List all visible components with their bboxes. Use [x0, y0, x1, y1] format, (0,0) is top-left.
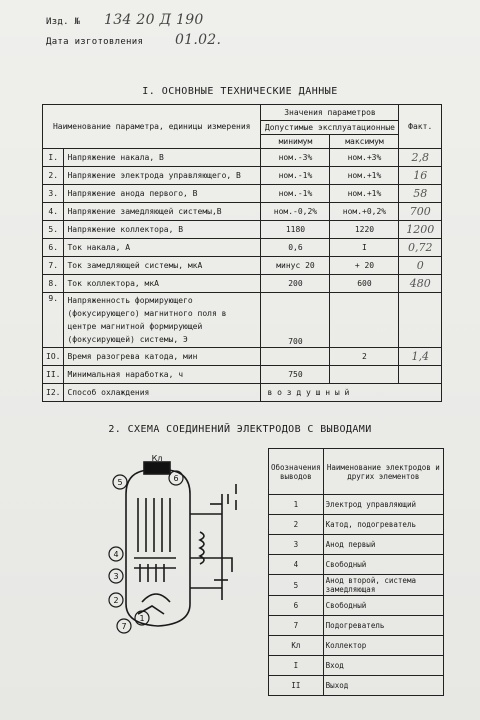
table-row [269, 596, 444, 616]
row-number: 2. [43, 167, 64, 185]
table-row [269, 515, 444, 535]
row-min: минус 20 [261, 257, 330, 275]
row-max: 2 [330, 348, 399, 366]
row-fact [399, 293, 442, 348]
row-max: 1220 [330, 221, 399, 239]
table-row [43, 167, 442, 185]
cooling-value: в о з д у ш н ы й [261, 384, 442, 402]
table-row [43, 275, 442, 293]
row-number: 7. [43, 257, 64, 275]
table-row [269, 575, 444, 596]
table-row [43, 257, 442, 275]
electrode-diagram [96, 454, 256, 634]
col-name-header: Наименование электродов и других элементов [323, 449, 443, 495]
row-name: Время разогрева катода, мин [64, 348, 261, 366]
pin-designation: 3 [269, 535, 324, 555]
row-min: ном.-1% [261, 167, 330, 185]
pin-label: 2 [113, 596, 119, 605]
row-number: IO. [43, 348, 64, 366]
col-min-header: минимум [261, 135, 330, 149]
collector-cap [144, 462, 170, 474]
row-name: Напряжение коллектора, В [64, 221, 261, 239]
tube-outline [126, 470, 190, 626]
table-row [43, 348, 442, 366]
row-name: Напряженность формирующего (фокусирующего) магнитного поля в центре магнитной формирующей (фокусирующей) системы, Э [64, 293, 261, 348]
pin-designation: I [269, 656, 324, 676]
table-row [269, 676, 444, 696]
specs-table [42, 104, 442, 402]
table-row [269, 535, 444, 555]
row-number: 3. [43, 185, 64, 203]
electrode-name: Коллектор [323, 636, 443, 656]
pin-designation: 5 [269, 575, 324, 596]
row-min: ном.-1% [261, 185, 330, 203]
row-fact: 0,72 [399, 239, 442, 257]
row-name: Напряжение замедляющей системы,В [64, 203, 261, 221]
pin-table [268, 448, 444, 696]
row-max [330, 366, 399, 384]
electrode-name: Свободный [323, 555, 443, 575]
col-param-header: Наименование параметра, единицы измерения [43, 105, 261, 149]
row-fact: 1200 [399, 221, 442, 239]
pin-label: 3 [113, 572, 119, 581]
pin-designation: 1 [269, 495, 324, 515]
row-max: ном.+1% [330, 167, 399, 185]
row-min: 0,6 [261, 239, 330, 257]
pin-label: 1 [139, 614, 145, 623]
table-row [43, 149, 442, 167]
table-row [269, 616, 444, 636]
pin-label: 4 [113, 550, 119, 559]
electrode-name: Анод первый [323, 535, 443, 555]
row-min: 700 [261, 293, 330, 348]
pin-designation: 7 [269, 616, 324, 636]
pin-designation: 2 [269, 515, 324, 535]
row-fact: 58 [399, 185, 442, 203]
row-name: Ток накала, А [64, 239, 261, 257]
pin-designation: Кл [269, 636, 324, 656]
serial-label: Изд. № [46, 17, 81, 27]
pin-designation: 6 [269, 596, 324, 616]
row-number: 5. [43, 221, 64, 239]
electrode-name: Подогреватель [323, 616, 443, 636]
pin-label: 5 [117, 478, 123, 487]
col-values-header: Значения параметров [261, 105, 399, 121]
row-max: + 20 [330, 257, 399, 275]
section2-title: 2. СХЕМА СОЕДИНЕНИЙ ЭЛЕКТРОДОВ С ВЫВОДАМИ [108, 424, 372, 435]
pin-designation: 4 [269, 555, 324, 575]
col-max-header: максимум [330, 135, 399, 149]
row-name: Минимальная наработка, ч [64, 366, 261, 384]
electrode-name: Катод, подогреватель [323, 515, 443, 535]
col-fact-header: Факт. [399, 105, 442, 149]
table-row [43, 293, 442, 348]
pin-label: 7 [121, 622, 127, 631]
row-fact: 0 [399, 257, 442, 275]
row-fact: 480 [399, 275, 442, 293]
date-label: Дата изготовления [46, 37, 144, 47]
serial-value: 134 20 Д 190 [104, 12, 204, 28]
table-row [269, 555, 444, 575]
row-fact [399, 366, 442, 384]
row-min: ном.-0,2% [261, 203, 330, 221]
table-row [43, 185, 442, 203]
row-number: II. [43, 366, 64, 384]
row-fact: 1,4 [399, 348, 442, 366]
serial-line [46, 12, 204, 28]
table-row [43, 203, 442, 221]
row-min: 200 [261, 275, 330, 293]
row-number: 8. [43, 275, 64, 293]
table-row [269, 636, 444, 656]
row-name: Напряжение анода первого, В [64, 185, 261, 203]
row-number: I2. [43, 384, 64, 402]
date-value: 01.02. [174, 32, 222, 48]
electrode-name: Анод второй, система замедляющая [323, 575, 443, 596]
row-name: Напряжение накала, В [64, 149, 261, 167]
row-name: Напряжение электрода управляющего, В [64, 167, 261, 185]
table-row [269, 495, 444, 515]
electrode-name: Электрод управляющий [323, 495, 443, 515]
row-max: I [330, 239, 399, 257]
electrode-name: Свободный [323, 596, 443, 616]
row-fact: 2,8 [399, 149, 442, 167]
section1-title: I. ОСНОВНЫЕ ТЕХНИЧЕСКИЕ ДАННЫЕ [142, 86, 338, 97]
col-allowed-header: Допустимые эксплуатационные [261, 121, 399, 135]
pin-label: Кл [151, 454, 163, 463]
row-max: ном.+3% [330, 149, 399, 167]
pin-designation: II [269, 676, 324, 696]
row-fact: 700 [399, 203, 442, 221]
electrode-name: Вход [323, 656, 443, 676]
row-number: I. [43, 149, 64, 167]
table-row [43, 239, 442, 257]
row-number: 6. [43, 239, 64, 257]
row-max: 600 [330, 275, 399, 293]
table-row [269, 656, 444, 676]
row-max [330, 293, 399, 348]
col-pin-header: Обозначения выводов [269, 449, 324, 495]
row-name: Способ охлаждения [64, 384, 261, 402]
row-max: ном.+0,2% [330, 203, 399, 221]
electrode-name: Выход [323, 676, 443, 696]
table-row [43, 221, 442, 239]
row-max: ном.+1% [330, 185, 399, 203]
row-number: 4. [43, 203, 64, 221]
row-min: 750 [261, 366, 330, 384]
row-number: 9. [43, 293, 64, 348]
row-name: Ток замедляющей системы, мкА [64, 257, 261, 275]
date-line [46, 32, 221, 48]
table-row [43, 384, 442, 402]
row-name: Ток коллектора, мкА [64, 275, 261, 293]
table-row [43, 366, 442, 384]
row-fact: 16 [399, 167, 442, 185]
row-min: 1180 [261, 221, 330, 239]
row-min [261, 348, 330, 366]
pin-label: 6 [173, 474, 179, 483]
row-min: ном.-3% [261, 149, 330, 167]
